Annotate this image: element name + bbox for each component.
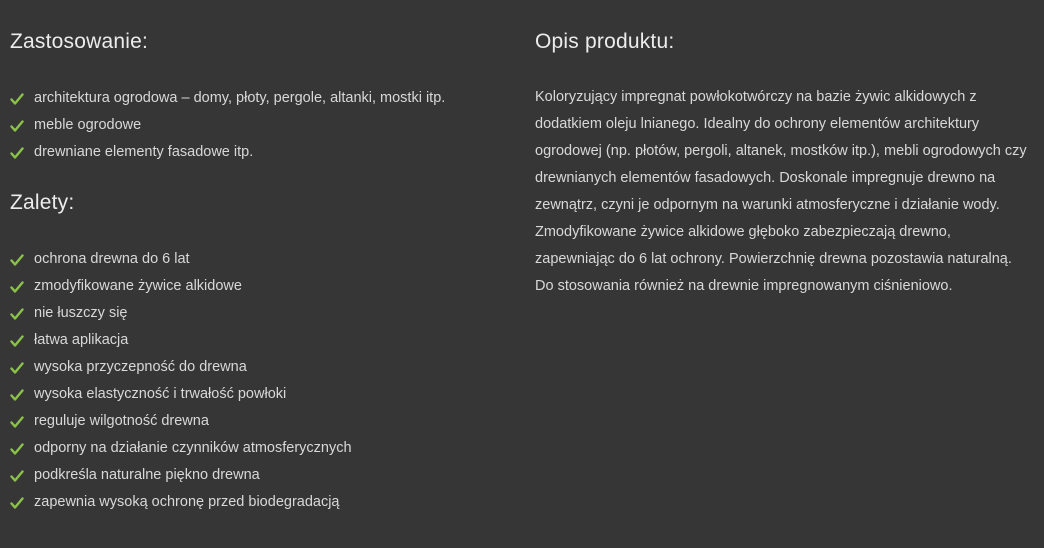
list-item-label: meble ogrodowe	[34, 116, 142, 133]
list-item	[10, 84, 510, 111]
checkmark-icon	[10, 119, 24, 133]
list-item	[10, 488, 510, 515]
list-item-label: zapewnia wysoką ochronę przed biodegradacją	[34, 493, 340, 510]
list-item-label: architektura ogrodowa – domy, płoty, pergole, altanki, mostki itp.	[34, 89, 446, 106]
list-item	[10, 245, 510, 272]
description-title: Opis produktu:	[535, 30, 675, 53]
left-column	[10, 30, 510, 515]
checkmark-icon	[10, 146, 24, 160]
list-item	[10, 380, 510, 407]
list-item-label: ochrona drewna do 6 lat	[34, 250, 190, 267]
list-item	[10, 138, 510, 165]
list-item	[10, 434, 510, 461]
right-column	[535, 30, 1030, 315]
list-item-label: zmodyfikowane żywice alkidowe	[34, 277, 242, 294]
checkmark-icon	[10, 280, 24, 294]
checkmark-icon	[10, 253, 24, 267]
list-item-label: łatwa aplikacja	[34, 331, 129, 348]
list-item-label: nie łuszczy się	[34, 304, 128, 321]
checkmark-icon	[10, 307, 24, 321]
list-item	[10, 299, 510, 326]
checkmark-icon	[10, 469, 24, 483]
checkmark-icon	[10, 92, 24, 106]
benefits-title: Zalety:	[10, 191, 75, 214]
list-item	[10, 461, 510, 488]
checkmark-icon	[10, 334, 24, 348]
checkmark-icon	[10, 442, 24, 456]
list-item-label: reguluje wilgotność drewna	[34, 412, 209, 429]
checkmark-icon	[10, 415, 24, 429]
checkmark-icon	[10, 496, 24, 510]
benefits-list	[10, 245, 510, 515]
checkmark-icon	[10, 388, 24, 402]
list-item-label: odporny na działanie czynników atmosferycznych	[34, 439, 352, 456]
checkmark-icon	[10, 361, 24, 375]
list-item	[10, 407, 510, 434]
list-item	[10, 326, 510, 353]
list-item-label: wysoka przyczepność do drewna	[34, 358, 247, 375]
list-item	[10, 353, 510, 380]
list-item	[10, 272, 510, 299]
description-text: Koloryzujący impregnat powłokotwórczy na bazie żywic alkidowych z dodatkiem oleju lnianego. Idealny do ochrony elementów architektury ogrodowej (np. płotów, pergoli, altanek, mostków itp.), mebli ogrodowych czy drewnianych elementów fasadowych. Doskonale impregnuje drewno na zewnątrz, czyni je odpornym na warunki atmosferyczne i działanie wody. Zmodyfikowane żywice alkidowe głęboko zabezpieczają drewno, zapewniając do 6 lat ochrony. Powierzchnię drewna pozostawia naturalną. Do stosowania również na drewnie impregnowanym ciśnieniowo.	[535, 89, 1027, 294]
list-item-label: podkreśla naturalne piękno drewna	[34, 466, 260, 483]
list-item-label: wysoka elastyczność i trwałość powłoki	[34, 385, 287, 402]
usage-title: Zastosowanie:	[10, 30, 149, 53]
list-item	[10, 111, 510, 138]
list-item-label: drewniane elementy fasadowe itp.	[34, 143, 254, 160]
usage-list	[10, 84, 510, 165]
